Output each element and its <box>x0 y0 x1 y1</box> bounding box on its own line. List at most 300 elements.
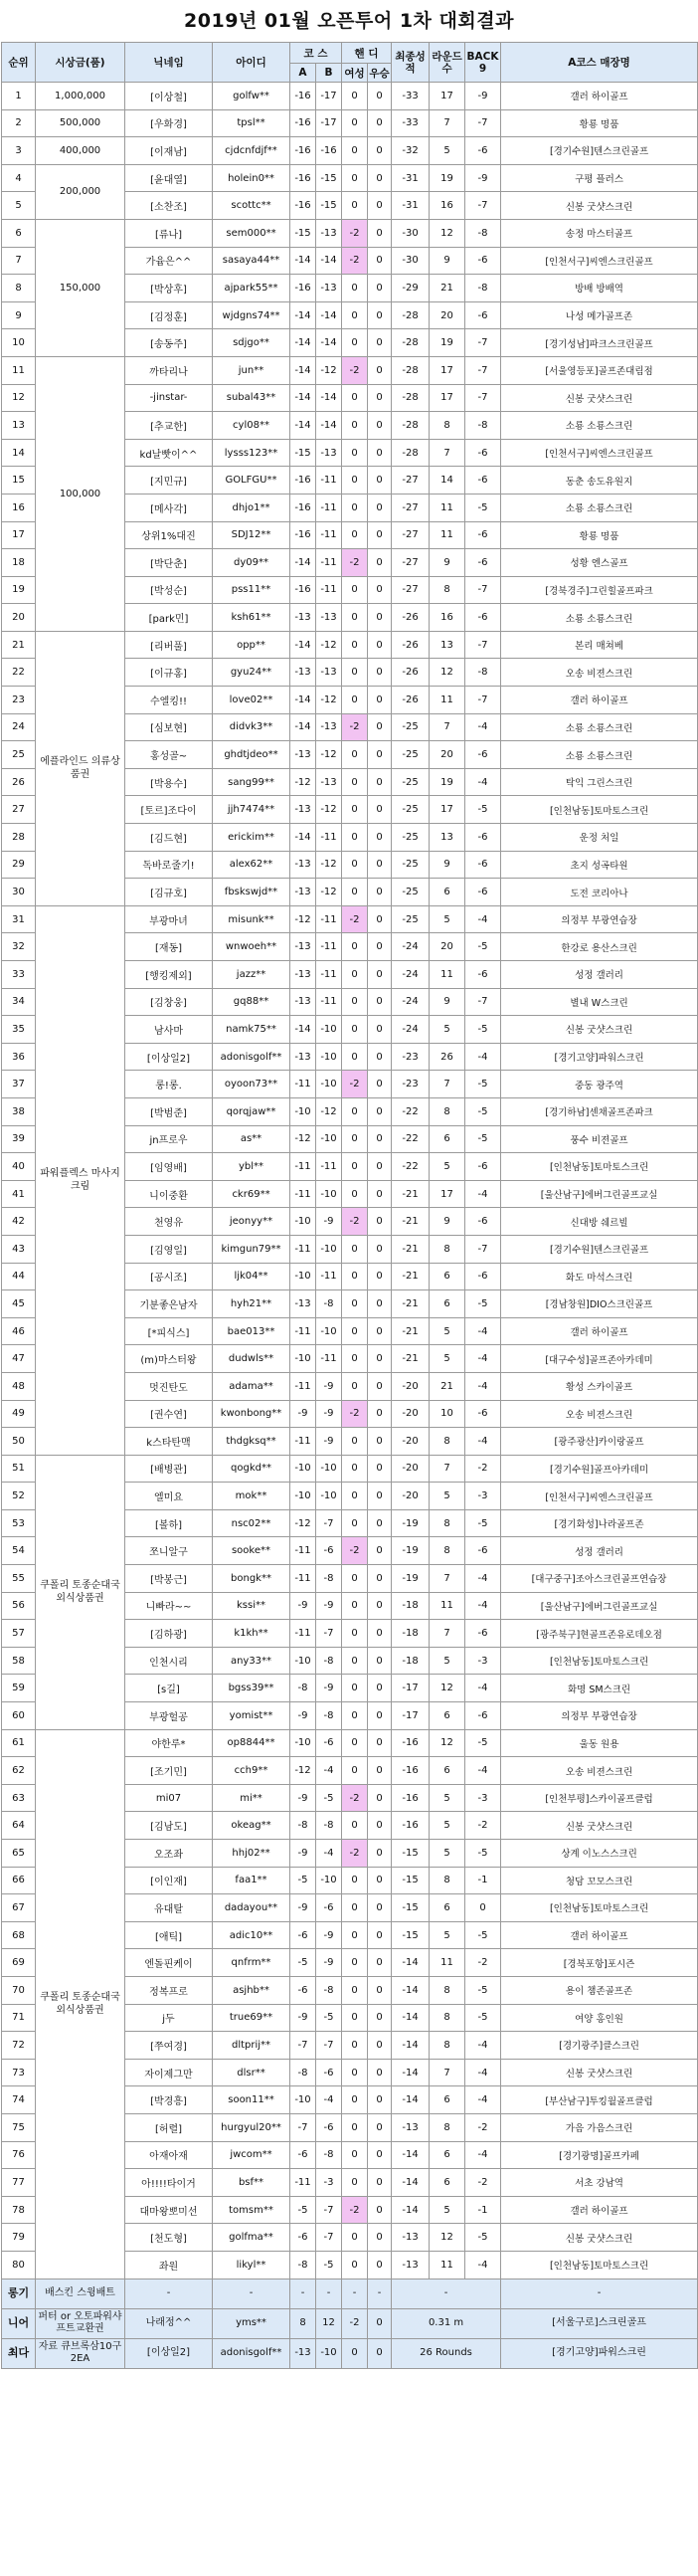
final-score-cell: -24 <box>392 988 430 1016</box>
venue-cell: 나성 메가골프존 <box>501 301 698 329</box>
rounds-cell: 11 <box>430 687 465 714</box>
win-handicap-cell: 0 <box>368 1235 392 1263</box>
rounds-cell: 19 <box>430 164 465 192</box>
prize-cell: 쿠폴리 토종순대국 외식상품권 <box>36 1455 125 1729</box>
win-handicap-cell: 0 <box>368 494 392 521</box>
female-handicap-cell: -2 <box>342 2196 368 2224</box>
rank-cell: 15 <box>2 467 36 495</box>
id-cell: golfma** <box>213 2224 290 2252</box>
final-score-cell: -24 <box>392 933 430 961</box>
final-score-cell: -16 <box>392 1812 430 1840</box>
win-handicap-cell: 0 <box>368 1675 392 1702</box>
nickname-cell: [김하광] <box>125 1620 213 1648</box>
back9-cell: -5 <box>465 1071 501 1098</box>
rank-cell: 16 <box>2 494 36 521</box>
female-handicap-cell: -2 <box>342 247 368 275</box>
back9-cell: -6 <box>465 1153 501 1181</box>
back9-cell: -5 <box>465 1016 501 1044</box>
rank-cell: 61 <box>2 1729 36 1757</box>
nickname-cell: [천도형] <box>125 2224 213 2252</box>
rounds-cell: 5 <box>430 1016 465 1044</box>
venue-cell: 갤러 하이골프 <box>501 687 698 714</box>
female-handicap-cell: 0 <box>342 2169 368 2197</box>
course-a-cell: -12 <box>290 1125 316 1153</box>
rank-cell: 24 <box>2 713 36 741</box>
course-a-cell: -9 <box>290 1894 316 1922</box>
venue-cell: [서울영등포]골프존대림점 <box>501 356 698 384</box>
female-handicap-cell: 0 <box>342 2032 368 2060</box>
award-course-b: 12 <box>316 2308 342 2338</box>
win-handicap-cell: 0 <box>368 576 392 604</box>
id-cell: gq88** <box>213 988 290 1016</box>
win-handicap-cell: 0 <box>368 137 392 165</box>
nickname-cell: 니빠라~~ <box>125 1592 213 1620</box>
venue-cell: 신봉 굿샷스크린 <box>501 192 698 220</box>
win-handicap-cell: 0 <box>368 1592 392 1620</box>
course-b-cell: -10 <box>316 1455 342 1483</box>
rank-cell: 71 <box>2 2004 36 2032</box>
rounds-cell: 20 <box>430 301 465 329</box>
rank-cell: 55 <box>2 1565 36 1593</box>
rounds-cell: 20 <box>430 933 465 961</box>
nickname-cell: -jinstar- <box>125 384 213 412</box>
id-cell: ghdtjdeo** <box>213 741 290 769</box>
rounds-cell: 6 <box>430 1263 465 1290</box>
back9-cell: -7 <box>465 356 501 384</box>
rank-cell: 63 <box>2 1784 36 1812</box>
award-course-a: - <box>290 2279 316 2308</box>
rounds-cell: 14 <box>430 467 465 495</box>
female-handicap-cell: 0 <box>342 1976 368 2004</box>
final-score-cell: -20 <box>392 1400 430 1428</box>
course-b-cell: -7 <box>316 2224 342 2252</box>
rounds-cell: 5 <box>430 1483 465 1510</box>
rank-cell: 33 <box>2 961 36 989</box>
rounds-cell: 9 <box>430 988 465 1016</box>
prize-cell: 에플라인드 의류상품권 <box>36 631 125 905</box>
rank-cell: 51 <box>2 1455 36 1483</box>
course-a-cell: -14 <box>290 384 316 412</box>
course-a-cell: -12 <box>290 768 316 796</box>
nickname-cell: [김정훈] <box>125 301 213 329</box>
course-a-cell: -16 <box>290 164 316 192</box>
back9-cell: -2 <box>465 2113 501 2141</box>
course-b-cell: -13 <box>316 219 342 247</box>
win-handicap-cell: 0 <box>368 1702 392 1730</box>
id-cell: cjdcnfdjf** <box>213 137 290 165</box>
course-b-cell: -11 <box>316 933 342 961</box>
course-b-cell: -11 <box>316 1345 342 1373</box>
female-handicap-cell: 0 <box>342 83 368 110</box>
id-cell: ybl** <box>213 1153 290 1181</box>
id-cell: true69** <box>213 2004 290 2032</box>
win-handicap-cell: 0 <box>368 1153 392 1181</box>
award-nickname: 나래정^^ <box>125 2308 213 2338</box>
rank-cell: 20 <box>2 604 36 632</box>
course-a-cell: -11 <box>290 1071 316 1098</box>
venue-cell: 중동 광주역 <box>501 1071 698 1098</box>
course-b-cell: -4 <box>316 1840 342 1868</box>
female-handicap-cell: 0 <box>342 2086 368 2114</box>
course-a-cell: -9 <box>290 1784 316 1812</box>
back9-cell: -9 <box>465 164 501 192</box>
course-a-cell: -16 <box>290 83 316 110</box>
back9-cell: -5 <box>465 1509 501 1537</box>
nickname-cell: mi07 <box>125 1784 213 1812</box>
course-a-cell: -14 <box>290 247 316 275</box>
back9-cell: -5 <box>465 1976 501 2004</box>
course-a-cell: -11 <box>290 1372 316 1400</box>
win-handicap-cell: 0 <box>368 1840 392 1868</box>
course-b-cell: -17 <box>316 109 342 137</box>
final-score-cell: -31 <box>392 192 430 220</box>
rounds-cell: 17 <box>430 1180 465 1208</box>
rank-cell: 21 <box>2 631 36 659</box>
final-score-cell: -25 <box>392 879 430 906</box>
course-b-cell: -7 <box>316 1509 342 1537</box>
rank-cell: 28 <box>2 824 36 852</box>
rounds-cell: 8 <box>430 1867 465 1894</box>
win-handicap-cell: 0 <box>368 2141 392 2169</box>
id-cell: golfw** <box>213 83 290 110</box>
back9-cell: -4 <box>465 2059 501 2086</box>
rank-cell: 75 <box>2 2113 36 2141</box>
nickname-cell: [이규홍] <box>125 659 213 687</box>
back9-cell: -3 <box>465 1647 501 1675</box>
final-score-cell: -17 <box>392 1675 430 1702</box>
id-cell: lysss123** <box>213 439 290 467</box>
venue-cell: 오송 비젼스크린 <box>501 659 698 687</box>
course-b-cell: -14 <box>316 301 342 329</box>
win-handicap-cell: 0 <box>368 1565 392 1593</box>
venue-cell: 오송 비젼스크린 <box>501 1757 698 1785</box>
rounds-cell: 21 <box>430 275 465 302</box>
special-award-row <box>2 2279 698 2308</box>
win-handicap-cell: 0 <box>368 1812 392 1840</box>
female-handicap-cell: 0 <box>342 164 368 192</box>
venue-cell: 신봉 굿샷스크린 <box>501 2224 698 2252</box>
final-score-cell: -21 <box>392 1345 430 1373</box>
female-handicap-cell: 0 <box>342 659 368 687</box>
final-score-cell: -22 <box>392 1153 430 1181</box>
win-handicap-cell: 0 <box>368 1345 392 1373</box>
back9-cell: -6 <box>465 851 501 879</box>
header-rounds: 라운드수 <box>430 43 465 83</box>
header-course-a: A <box>290 64 316 83</box>
female-handicap-cell: 0 <box>342 1867 368 1894</box>
course-b-cell: -7 <box>316 1620 342 1648</box>
nickname-cell: 아재아재 <box>125 2141 213 2169</box>
id-cell: hyh21** <box>213 1290 290 1318</box>
rounds-cell: 8 <box>430 412 465 440</box>
id-cell: nsc02** <box>213 1509 290 1537</box>
nickname-cell: [류나] <box>125 219 213 247</box>
female-handicap-cell: 0 <box>342 1372 368 1400</box>
table-row <box>2 1455 698 1483</box>
course-a-cell: -11 <box>290 1235 316 1263</box>
win-handicap-cell: 0 <box>368 247 392 275</box>
venue-cell: 신봉 굿샷스크린 <box>501 384 698 412</box>
rank-cell: 32 <box>2 933 36 961</box>
venue-cell: 소룡 소룡스크린 <box>501 604 698 632</box>
rounds-cell: 13 <box>430 824 465 852</box>
venue-cell: 황룡 명품 <box>501 521 698 549</box>
rank-cell: 60 <box>2 1702 36 1730</box>
win-handicap-cell: 0 <box>368 796 392 824</box>
venue-cell: 가음 가음스크린 <box>501 2113 698 2141</box>
course-a-cell: -11 <box>290 1565 316 1593</box>
rounds-cell: 5 <box>430 1317 465 1345</box>
venue-cell: 오송 비젼스크린 <box>501 1400 698 1428</box>
final-score-cell: -26 <box>392 631 430 659</box>
final-score-cell: -27 <box>392 494 430 521</box>
rank-cell: 79 <box>2 2224 36 2252</box>
award-venue: [서울구로]스크린골프 <box>501 2308 698 2338</box>
id-cell: namk75** <box>213 1016 290 1044</box>
female-handicap-cell: 0 <box>342 109 368 137</box>
course-b-cell: -11 <box>316 576 342 604</box>
award-id: - <box>213 2279 290 2308</box>
course-b-cell: -15 <box>316 192 342 220</box>
course-b-cell: -16 <box>316 137 342 165</box>
id-cell: sem000** <box>213 219 290 247</box>
female-handicap-cell: -2 <box>342 1537 368 1565</box>
win-handicap-cell: 0 <box>368 329 392 357</box>
back9-cell: -6 <box>465 1537 501 1565</box>
rounds-cell: 12 <box>430 659 465 687</box>
win-handicap-cell: 0 <box>368 1071 392 1098</box>
course-b-cell: -12 <box>316 687 342 714</box>
win-handicap-cell: 0 <box>368 2086 392 2114</box>
final-score-cell: -15 <box>392 1921 430 1949</box>
win-handicap-cell: 0 <box>368 1620 392 1648</box>
back9-cell: -4 <box>465 1345 501 1373</box>
win-handicap-cell: 0 <box>368 1400 392 1428</box>
rounds-cell: 7 <box>430 439 465 467</box>
course-a-cell: -13 <box>290 796 316 824</box>
final-score-cell: -14 <box>392 1949 430 1977</box>
course-a-cell: -11 <box>290 1153 316 1181</box>
nickname-cell: k스타탄맥 <box>125 1428 213 1456</box>
course-b-cell: -9 <box>316 1208 342 1236</box>
rank-cell: 44 <box>2 1263 36 1290</box>
nickname-cell: [김남도] <box>125 1812 213 1840</box>
female-handicap-cell: 0 <box>342 2113 368 2141</box>
win-handicap-cell: 0 <box>368 687 392 714</box>
back9-cell: -4 <box>465 768 501 796</box>
win-handicap-cell: 0 <box>368 768 392 796</box>
final-score-cell: -14 <box>392 2059 430 2086</box>
id-cell: thdgksq** <box>213 1428 290 1456</box>
rank-cell: 36 <box>2 1043 36 1071</box>
course-a-cell: -16 <box>290 521 316 549</box>
final-score-cell: -28 <box>392 356 430 384</box>
rank-cell: 41 <box>2 1180 36 1208</box>
prize-cell: 400,000 <box>36 137 125 165</box>
id-cell: tpsl** <box>213 109 290 137</box>
course-b-cell: -9 <box>316 1592 342 1620</box>
final-score-cell: -13 <box>392 2251 430 2279</box>
final-score-cell: -14 <box>392 2004 430 2032</box>
course-a-cell: -13 <box>290 1290 316 1318</box>
final-score-cell: -14 <box>392 2032 430 2060</box>
female-handicap-cell: 0 <box>342 768 368 796</box>
rounds-cell: 9 <box>430 851 465 879</box>
header-prize: 시상금(품) <box>36 43 125 83</box>
venue-cell: [경기수원]텐스크린골프 <box>501 137 698 165</box>
win-handicap-cell: 0 <box>368 1455 392 1483</box>
female-handicap-cell: 0 <box>342 2141 368 2169</box>
course-b-cell: -11 <box>316 494 342 521</box>
back9-cell: -6 <box>465 1400 501 1428</box>
course-b-cell: -10 <box>316 1180 342 1208</box>
id-cell: cyl08** <box>213 412 290 440</box>
course-a-cell: -14 <box>290 824 316 852</box>
course-b-cell: -5 <box>316 2251 342 2279</box>
win-handicap-cell: 0 <box>368 1016 392 1044</box>
id-cell: misunk** <box>213 905 290 933</box>
table-row <box>2 631 698 659</box>
final-score-cell: -27 <box>392 521 430 549</box>
venue-cell: 신봉 굿샷스크린 <box>501 2059 698 2086</box>
back9-cell: -5 <box>465 1840 501 1868</box>
course-a-cell: -16 <box>290 494 316 521</box>
venue-cell: 운정 처일 <box>501 824 698 852</box>
final-score-cell: -23 <box>392 1043 430 1071</box>
rank-cell: 4 <box>2 164 36 192</box>
course-b-cell: -13 <box>316 439 342 467</box>
rounds-cell: 12 <box>430 2224 465 2252</box>
course-b-cell: -11 <box>316 905 342 933</box>
venue-cell: [경북포항]포시즌 <box>501 1949 698 1977</box>
venue-cell: 탁익 그린스크린 <box>501 768 698 796</box>
back9-cell: -4 <box>465 2141 501 2169</box>
venue-cell: 송정 마스터골프 <box>501 219 698 247</box>
rounds-cell: 6 <box>430 1290 465 1318</box>
rounds-cell: 17 <box>430 384 465 412</box>
female-handicap-cell: 0 <box>342 2004 368 2032</box>
nickname-cell: 까타리나 <box>125 356 213 384</box>
rounds-cell: 6 <box>430 1125 465 1153</box>
header-female: 여성 <box>342 64 368 83</box>
win-handicap-cell: 0 <box>368 1428 392 1456</box>
nickname-cell: [박성순] <box>125 576 213 604</box>
course-a-cell: -9 <box>290 1592 316 1620</box>
nickname-cell: [s길] <box>125 1675 213 1702</box>
back9-cell: -6 <box>465 741 501 769</box>
female-handicap-cell: 0 <box>342 1921 368 1949</box>
female-handicap-cell: 0 <box>342 384 368 412</box>
course-b-cell: -6 <box>316 1894 342 1922</box>
venue-cell: [경북경주]그린힐골프파크 <box>501 576 698 604</box>
rounds-cell: 8 <box>430 2032 465 2060</box>
rank-cell: 74 <box>2 2086 36 2114</box>
id-cell: mi** <box>213 1784 290 1812</box>
win-handicap-cell: 0 <box>368 1757 392 1785</box>
final-score-cell: -22 <box>392 1125 430 1153</box>
rank-cell: 67 <box>2 1894 36 1922</box>
nickname-cell: [park민] <box>125 604 213 632</box>
back9-cell: -6 <box>465 1702 501 1730</box>
nickname-cell: 부광헐공 <box>125 1702 213 1730</box>
id-cell: kimgun79** <box>213 1235 290 1263</box>
rounds-cell: 6 <box>430 2086 465 2114</box>
id-cell: scottc** <box>213 192 290 220</box>
id-cell: love02** <box>213 687 290 714</box>
back9-cell: -7 <box>465 1235 501 1263</box>
final-score-cell: -18 <box>392 1592 430 1620</box>
final-score-cell: -18 <box>392 1620 430 1648</box>
id-cell: jwcom** <box>213 2141 290 2169</box>
rank-cell: 52 <box>2 1483 36 1510</box>
nickname-cell: 좌원 <box>125 2251 213 2279</box>
course-a-cell: -5 <box>290 2196 316 2224</box>
course-a-cell: -9 <box>290 2004 316 2032</box>
win-handicap-cell: 0 <box>368 1097 392 1125</box>
award-prize: 배스킨 스윙배트 <box>36 2279 125 2308</box>
final-score-cell: -25 <box>392 713 430 741</box>
female-handicap-cell: 0 <box>342 988 368 1016</box>
back9-cell: -3 <box>465 1483 501 1510</box>
venue-cell: 성정 갤러리 <box>501 1537 698 1565</box>
id-cell: ckr69** <box>213 1180 290 1208</box>
rounds-cell: 7 <box>430 1071 465 1098</box>
id-cell: didvk3** <box>213 713 290 741</box>
female-handicap-cell: 0 <box>342 796 368 824</box>
win-handicap-cell: 0 <box>368 1483 392 1510</box>
course-b-cell: -9 <box>316 1921 342 1949</box>
female-handicap-cell: -2 <box>342 1840 368 1868</box>
win-handicap-cell: 0 <box>368 467 392 495</box>
id-cell: any33** <box>213 1647 290 1675</box>
rank-cell: 23 <box>2 687 36 714</box>
win-handicap-cell: 0 <box>368 1976 392 2004</box>
course-a-cell: -11 <box>290 1180 316 1208</box>
rounds-cell: 6 <box>430 879 465 906</box>
nickname-cell: j두 <box>125 2004 213 2032</box>
id-cell: oyoon73** <box>213 1071 290 1098</box>
rank-cell: 6 <box>2 219 36 247</box>
final-score-cell: -16 <box>392 1784 430 1812</box>
course-b-cell: -13 <box>316 768 342 796</box>
rounds-cell: 16 <box>430 192 465 220</box>
course-a-cell: -14 <box>290 301 316 329</box>
venue-cell: 동춘 송도유원지 <box>501 467 698 495</box>
back9-cell: -6 <box>465 961 501 989</box>
venue-cell: 소룡 소룡스크린 <box>501 412 698 440</box>
id-cell: likyl** <box>213 2251 290 2279</box>
nickname-cell: [소찬조] <box>125 192 213 220</box>
nickname-cell: 가윰은^^ <box>125 247 213 275</box>
id-cell: sdjgo** <box>213 329 290 357</box>
venue-cell: 본리 매쳐베 <box>501 631 698 659</box>
female-handicap-cell: 0 <box>342 1729 368 1757</box>
venue-cell: [경기광주]클스크린 <box>501 2032 698 2060</box>
nickname-cell: 니이중환 <box>125 1180 213 1208</box>
header-id: 아이디 <box>213 43 290 83</box>
nickname-cell: [메사각] <box>125 494 213 521</box>
id-cell: alex62** <box>213 851 290 879</box>
course-a-cell: -16 <box>290 467 316 495</box>
nickname-cell: 정복프로 <box>125 1976 213 2004</box>
course-b-cell: -10 <box>316 1043 342 1071</box>
female-handicap-cell: 0 <box>342 1702 368 1730</box>
id-cell: hurgyul20** <box>213 2113 290 2141</box>
rounds-cell: 19 <box>430 329 465 357</box>
rank-cell: 40 <box>2 1153 36 1181</box>
rank-cell: 29 <box>2 851 36 879</box>
venue-cell: 여양 홍인원 <box>501 2004 698 2032</box>
